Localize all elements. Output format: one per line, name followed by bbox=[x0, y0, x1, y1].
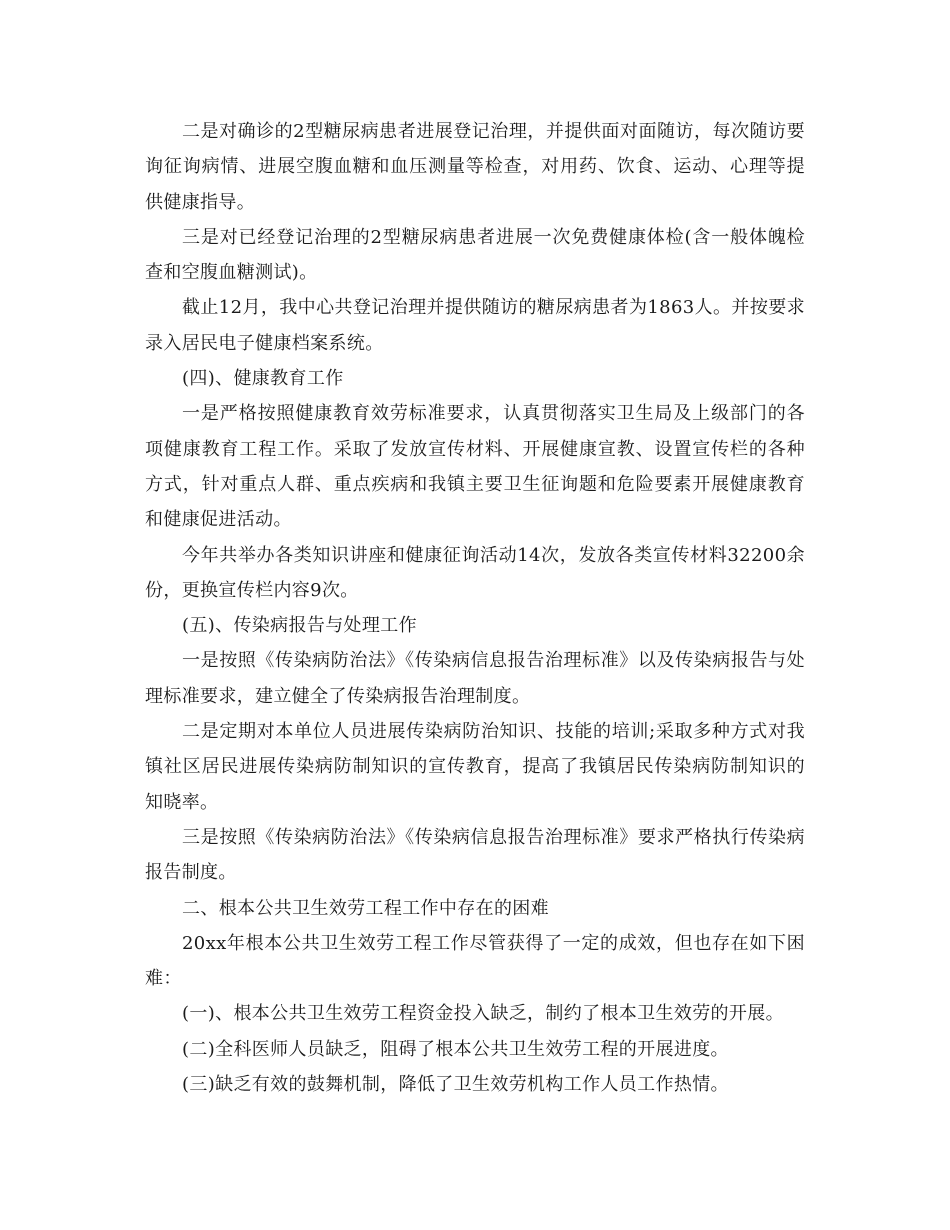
list-item-difficulty-1: (一)、根本公共卫生效劳工程资金投入缺乏，制约了根本卫生效劳的开展。 bbox=[182, 1003, 784, 1025]
section-heading-infectious-disease: (五)、传染病报告与处理工作 bbox=[182, 615, 417, 637]
paragraph-5: 一是严格按照健康教育效劳标准要求，认真贯彻落实卫生局及上级部门的各项健康教育工程工作。采取了发放宣传材料、开展健康宣教、设置宣传栏的各种方式，针对重点人群、重点疾病和我镇主要卫生征询题和危险要素开展健康教育和健康促进活动。 bbox=[145, 403, 805, 531]
paragraph-2: 三是对已经登记治理的2型糖尿病患者进展一次免费健康体检(含一般体魄检查和空腹血糖测试)。 bbox=[145, 226, 805, 284]
list-item-difficulty-3: (三)缺乏有效的鼓舞机制，降低了卫生效劳机构工作人员工作热情。 bbox=[182, 1074, 729, 1096]
paragraph-12: 20xx年根本公共卫生效劳工程工作尽管获得了一定的成效，但也存在如下困难： bbox=[145, 932, 805, 990]
paragraph-9: 二是定期对本单位人员进展传染病防治知识、技能的培训;采取多种方式对我镇社区居民进展传染病防制知识的宣传教育，提高了我镇居民传染病防制知识的知晓率。 bbox=[145, 721, 805, 813]
paragraph-6: 今年共举办各类知识讲座和健康征询活动14次，发放各类宣传材料32200余份，更换宣传栏内容9次。 bbox=[145, 544, 805, 601]
section-heading-health-education: (四)、健康教育工作 bbox=[182, 368, 344, 390]
list-item-difficulty-2: (二)全科医师人员缺乏，阻碍了根本公共卫生效劳工程的开展进度。 bbox=[182, 1038, 729, 1060]
paragraph-10: 三是按照《传染病防治法》《传染病信息报告治理标准》要求严格执行传染病报告制度。 bbox=[145, 826, 805, 884]
paragraph-1: 二是对确诊的2型糖尿病患者进展登记治理，并提供面对面随访，每次随访要询征询病情、进展空腹血糖和血压测量等检查，对用药、饮食、运动、心理等提供健康指导。 bbox=[145, 121, 805, 213]
paragraph-8: 一是按照《传染病防治法》《传染病信息报告治理标准》以及传染病报告与处理标准要求，建立健全了传染病报告治理制度。 bbox=[145, 650, 805, 707]
paragraph-3: 截止12月，我中心共登记治理并提供随访的糖尿病患者为1863人。并按要求录入居民电子健康档案系统。 bbox=[145, 297, 805, 354]
document-body bbox=[145, 114, 805, 1102]
section-heading-difficulties: 二、根本公共卫生效劳工程工作中存在的困难 bbox=[182, 897, 549, 919]
